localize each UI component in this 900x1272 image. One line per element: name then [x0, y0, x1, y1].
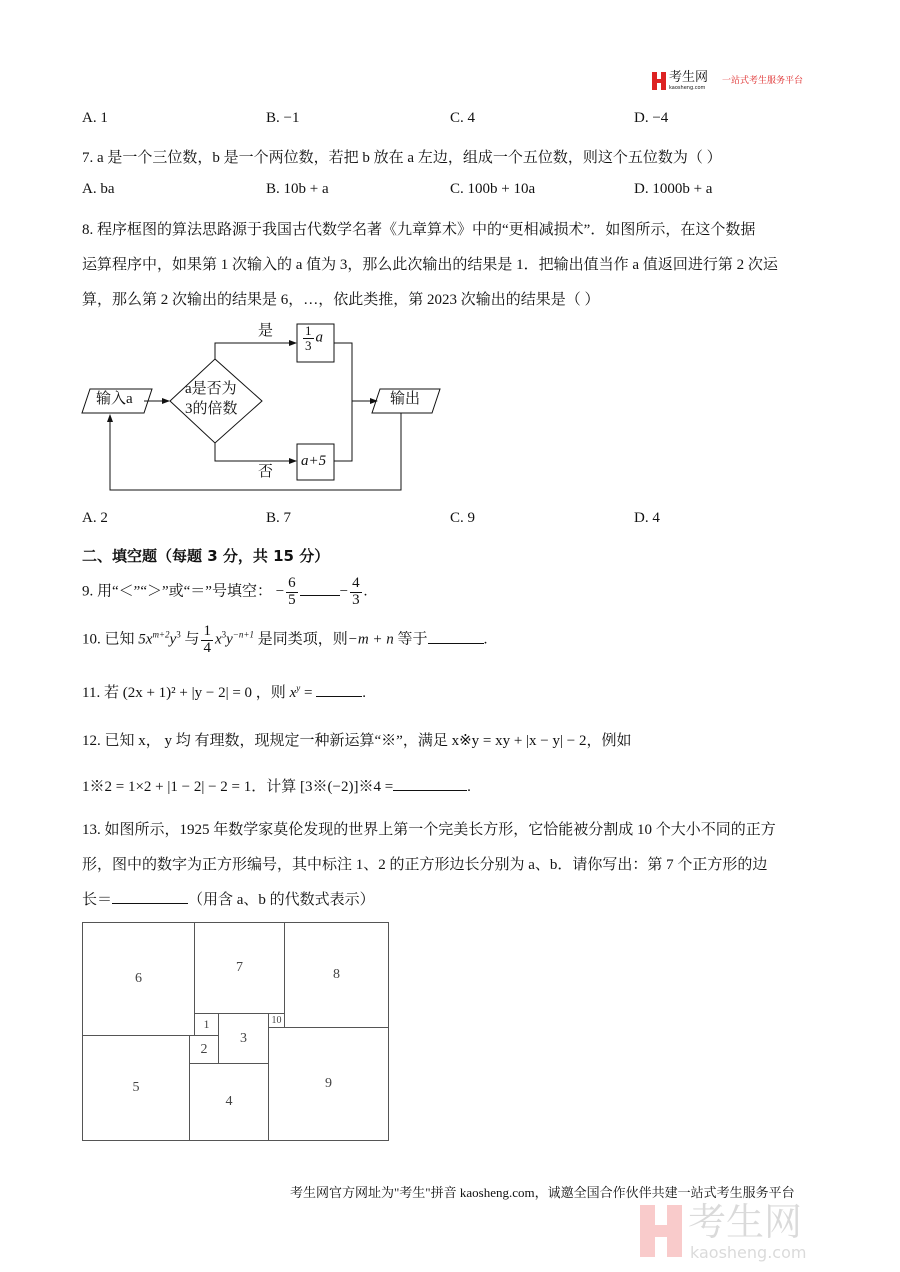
- q6-option-b[interactable]: B. −1: [266, 110, 300, 126]
- q8-option-c[interactable]: C. 9: [450, 510, 476, 526]
- logo-domain: kaosheng.com: [669, 85, 706, 91]
- q7-option-b[interactable]: B. 10b + a: [266, 181, 329, 197]
- q8-option-b[interactable]: B. 7: [266, 510, 292, 526]
- flow-output: 输出: [390, 391, 421, 407]
- flow-input: 输入a: [96, 391, 133, 407]
- flow-no-label: 否: [258, 464, 274, 480]
- watermark-brand: 考生网: [688, 1200, 803, 1244]
- square-3: 3: [218, 1013, 269, 1064]
- q13-line1: 13. 如图所示，1925 年数学家莫伦发现的世界上第一个完美长方形，它恰能被分割成 10 个大小不同的正方: [82, 822, 776, 838]
- square-9: 9: [268, 1027, 389, 1141]
- flow-decision-1: a是否为: [185, 381, 237, 397]
- square-10: 10: [268, 1013, 285, 1028]
- square-6: 6: [82, 922, 195, 1036]
- square-4: 4: [189, 1063, 269, 1141]
- q10-answer-blank[interactable]: [428, 628, 484, 644]
- q7-option-d[interactable]: D. 1000b + a: [634, 181, 713, 197]
- q8-option-a[interactable]: A. 2: [82, 510, 108, 526]
- q11-answer-blank[interactable]: [316, 681, 362, 697]
- q13-answer-blank[interactable]: [112, 888, 188, 904]
- flow-yes-label: 是: [258, 323, 274, 339]
- watermark-domain: kaosheng.com: [690, 1243, 807, 1262]
- flow-yes-box: $\frac{1}{3}$ a: [305, 323, 323, 353]
- q7-option-c[interactable]: C. 100b + 10a: [450, 181, 536, 197]
- q6-option-c[interactable]: C. 4: [450, 110, 476, 126]
- q8-line2: 运算程序中，如果第 1 次输入的 a 值为 3，那么此次输出的结果是 1．把输出值当作 a 值返回进行第 2 次运: [82, 257, 778, 273]
- q9-answer-blank[interactable]: [300, 580, 340, 596]
- section-heading: 二、填空题（每题 3 分，共 15 分）: [82, 547, 330, 565]
- watermark-icon: [640, 1205, 682, 1257]
- q8-line1: 8. 程序框图的算法思路源于我国古代数学名著《九章算术》中的“更相减损术”．如图所示，在这个数据: [82, 222, 756, 238]
- q10: 10. 已知 $5x^{m+2}y^3$ 与 $\frac{1}{4}$ $x^3y^{-n+1}$ 是同类项，则−m + n 等于 .: [82, 623, 488, 656]
- q12-line2: 1※2 = 1×2 + |1 − 2| − 2 = 1．计算 [3※(−2)]※4 = .: [82, 775, 471, 796]
- square-7: 7: [194, 922, 285, 1014]
- square-8: 8: [284, 922, 389, 1028]
- square-1: 1: [194, 1013, 219, 1036]
- q7-option-a[interactable]: A. ba: [82, 181, 115, 197]
- flow-decision-2: 3的倍数: [185, 401, 238, 417]
- q9: 9. 用“＜”“＞”或“＝”号填空： − $\frac{6}{5}$ − $\frac{4}{3}$ .: [82, 575, 368, 608]
- square-2: 2: [189, 1035, 219, 1064]
- logo-icon: [652, 72, 666, 90]
- q11: 11. 若 (2x + 1)² + |y − 2| = 0 ，则 $x^y$ = .: [82, 683, 366, 701]
- flowchart: [70, 320, 450, 500]
- q12-line1: 12. 已知 x， y 均 有理数，现规定一种新运算“※”，满足 x※y = xy + |x − y| − 2，例如: [82, 733, 632, 749]
- q6-option-d[interactable]: D. −4: [634, 110, 669, 126]
- q13-line2: 形，图中的数字为正方形编号，其中标注 1、2 的正方形边长分别为 a、b．请你写出：第 7 个正方形的边: [82, 857, 768, 873]
- logo-brand: 考生网: [669, 70, 709, 85]
- q7-text: 7. a 是一个三位数，b 是一个两位数，若把 b 放在 a 左边，组成一个五位数，则这个五位数为（ ）: [82, 150, 722, 166]
- logo-slogan: 一站式考生服务平台: [722, 76, 804, 86]
- q8-option-d[interactable]: D. 4: [634, 510, 660, 526]
- q8-line3: 算，那么第 2 次输出的结果是 6，…，依此类推，第 2023 次输出的结果是（ ）: [82, 292, 600, 308]
- flow-no-box: a+5: [301, 453, 327, 469]
- q13-line3: 长＝ （用含 a、b 的代数式表示）: [82, 888, 375, 909]
- q6-option-a[interactable]: A. 1: [82, 110, 108, 126]
- square-5: 5: [82, 1035, 190, 1141]
- q12-answer-blank[interactable]: [393, 775, 467, 791]
- footer-text: 考生网官方网址为"考生"拼音 kaosheng.com，诚邀全国合作伙伴共建一站式考生服务平台: [290, 1185, 795, 1200]
